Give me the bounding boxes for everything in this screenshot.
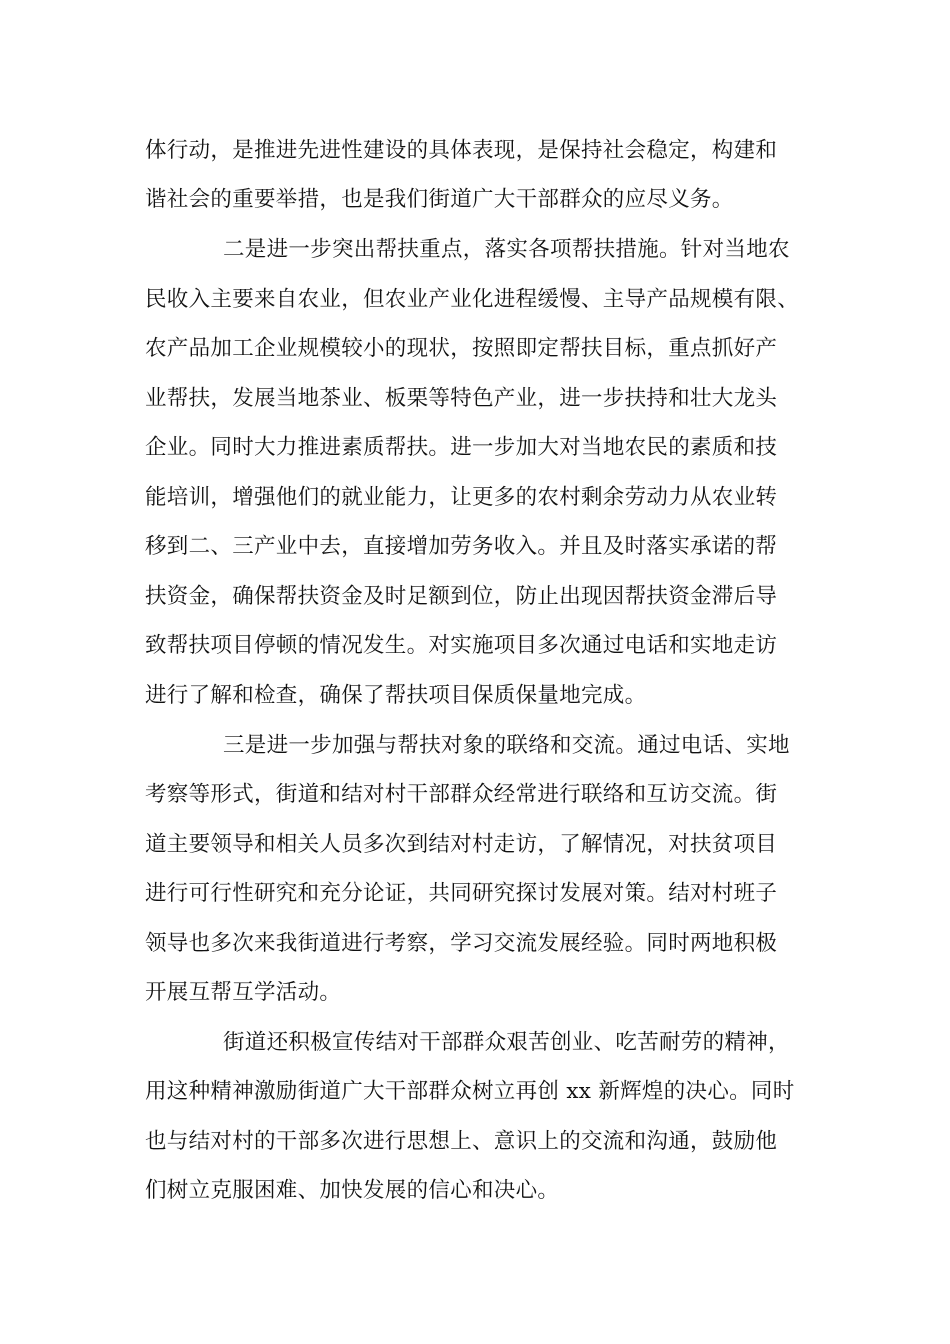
text-line: 进行可行性研究和充分论证，共同研究探讨发展对策。结对村班子 bbox=[145, 881, 778, 906]
text-line: 农产品加工企业规模较小的现状，按照即定帮扶目标，重点抓好产 bbox=[145, 336, 778, 361]
text-line: 也与结对村的干部多次进行思想上、意识上的交流和沟通，鼓励他 bbox=[145, 1129, 778, 1154]
text-line: 考察等形式，街道和结对村干部群众经常进行联络和互访交流。街 bbox=[145, 782, 778, 807]
text-line: 企业。同时大力推进素质帮扶。进一步加大对当地农民的素质和技 bbox=[145, 435, 778, 460]
text-line: 进行了解和检查，确保了帮扶项目保质保量地完成。 bbox=[145, 683, 647, 708]
text-line: 民收入主要来自农业，但农业产业化进程缓慢、主导产品规模有限、 bbox=[145, 287, 800, 312]
text-line: 用这种精神激励街道广大干部群众树立再创 xx 新辉煌的决心。同时 bbox=[145, 1079, 795, 1104]
text-line: 领导也多次来我街道进行考察，学习交流发展经验。同时两地积极 bbox=[145, 931, 778, 956]
text-line: 开展互帮互学活动。 bbox=[145, 980, 342, 1005]
text-line: 道主要领导和相关人员多次到结对村走访，了解情况，对扶贫项目 bbox=[145, 832, 778, 857]
text-line: 体行动，是推进先进性建设的具体表现，是保持社会稳定，构建和 bbox=[145, 138, 778, 163]
paragraph-first-line: 街道还积极宣传结对干部群众艰苦创业、吃苦耐劳的精神， bbox=[223, 1030, 790, 1055]
text-line: 扶资金，确保帮扶资金及时足额到位，防止出现因帮扶资金滞后导 bbox=[145, 584, 778, 609]
text-line: 能培训，增强他们的就业能力，让更多的农村剩余劳动力从农业转 bbox=[145, 485, 778, 510]
text-line: 移到二、三产业中去，直接增加劳务收入。并且及时落实承诺的帮 bbox=[145, 534, 778, 559]
paragraph-first-line: 三是进一步加强与帮扶对象的联络和交流。通过电话、实地 bbox=[223, 733, 790, 758]
paragraph-first-line: 二是进一步突出帮扶重点，落实各项帮扶措施。针对当地农 bbox=[223, 237, 790, 262]
text-line: 们树立克服困难、加快发展的信心和决心。 bbox=[145, 1178, 560, 1203]
text-line: 业帮扶，发展当地茶业、板栗等特色产业，进一步扶持和壮大龙头 bbox=[145, 386, 778, 411]
text-line: 谐社会的重要举措，也是我们街道广大干部群众的应尽义务。 bbox=[145, 187, 734, 212]
text-line: 致帮扶项目停顿的情况发生。对实施项目多次通过电话和实地走访 bbox=[145, 633, 778, 658]
